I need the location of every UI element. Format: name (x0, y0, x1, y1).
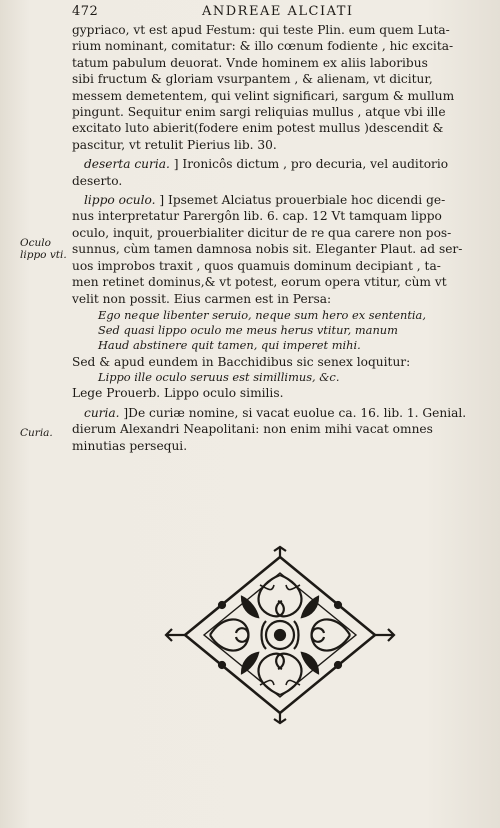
main-text (72, 22, 492, 454)
lemma: curia. (84, 405, 120, 420)
text-line (72, 156, 492, 172)
entry-curia (72, 405, 492, 454)
page-number: 472 (72, 4, 99, 19)
text-line: velit non possit. Eius carmen est in Persa: (72, 291, 332, 306)
text-line: sibi fructum & gloriam vsurpantem , & alienam, vt dicitur, (72, 72, 433, 87)
verse-line: Haud abstinere quit tamen, qui imperet mihi. (98, 337, 361, 352)
lemma: lippo oculo. (84, 193, 156, 208)
text-line: Sed & apud eundem in Bacchidibus sic senex loquitur: (72, 354, 411, 369)
text-line: messem demetentem, qui velint significari, sargum & mullum (72, 88, 455, 103)
text-line (72, 192, 492, 208)
verse-quotation (72, 308, 492, 353)
margin-note-oculo-lippo: Oculo lippo vti. (20, 237, 67, 261)
text-line: tatum pabulum deuorat. Vnde hominem ex aliis laboribus (72, 55, 428, 70)
margin-note-curia: Curia. (20, 427, 53, 439)
fleuron-ornament-icon (160, 545, 400, 725)
text-line: minutias persequi. (72, 438, 188, 453)
running-title: ANDREAE ALCIATI (202, 4, 354, 19)
paragraph-sargus (72, 22, 492, 153)
text-line: oculo, inquit, prouerbialiter dicitur de re qua carere non pos- (72, 225, 452, 240)
text-line: gypriaco, vt est apud Festum: qui teste Plin. eum quem Luta- (72, 23, 450, 37)
text-line: sunnus, cùm tamen damnosa nobis sit. Eleganter Plaut. ad ser- (72, 242, 463, 257)
verse-line: Sed quasi lippo oculo me meus herus vtitur, manum (98, 322, 398, 337)
lemma: deserta curia. (84, 157, 170, 172)
text-line (72, 405, 492, 421)
entry-lippo-oculo (72, 192, 492, 402)
text-line: men retinet dominus,& vt potest, eorum opera vtitur, cùm vt (72, 275, 447, 290)
text-line: uos improbos traxit , quos quamuis dominum decipiant , ta- (72, 258, 441, 273)
entry-text: ] Ipsemet Alciatus prouerbiale hoc dicendi ge- (159, 193, 446, 208)
text-line: dierum Alexandri Neapolitani: non enim mihi vacat omnes (72, 422, 433, 437)
entry-deserta-curia (72, 156, 492, 189)
text-line: pingunt. Sequitur enim sargi reliquias mullus , atque vbi ille (72, 105, 446, 120)
verse-line: Ego neque libenter seruio, neque sum hero ex sententia, (98, 307, 426, 322)
verse-line: Lippo ille oculo seruus est simillimus, &c. (98, 370, 340, 385)
text-line: excitato luto abierit(fodere enim potest mullus )descendit & (72, 121, 444, 136)
text-line: rium nominant, comitatur: & illo cœnum fodiente , hic excita- (72, 39, 454, 54)
text-line: deserto. (72, 173, 123, 188)
entry-text: ] Ironicôs dictum , pro decuria, vel auditorio (173, 157, 449, 172)
entry-text: ]De curiæ nomine, si vacat euolue ca. 16. lib. 1. Genial. (123, 405, 467, 420)
text-line: nus interpretatur Parergôn lib. 6. cap. 12 Vt tamquam lippo (72, 209, 442, 224)
text-line: Lege Prouerb. Lippo oculo similis. (72, 386, 284, 401)
text-line: pascitur, vt retulit Pierius lib. 30. (72, 137, 277, 152)
